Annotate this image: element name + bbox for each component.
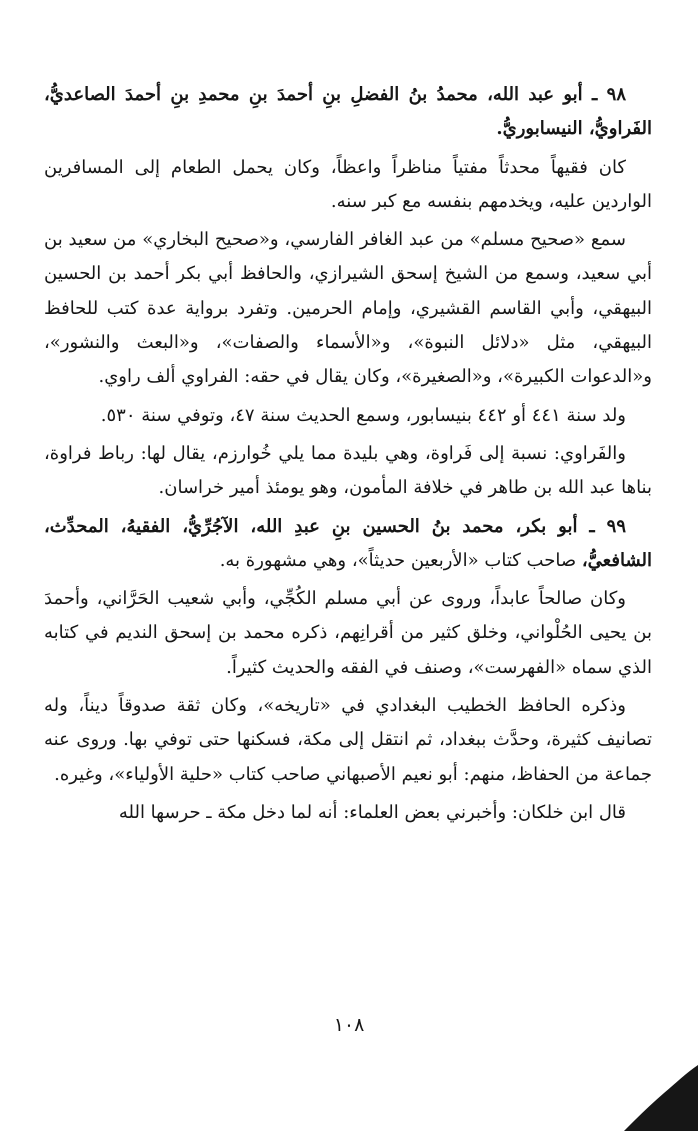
entry-98-title [44, 78, 652, 147]
page-corner-shadow [624, 1065, 698, 1131]
entry-heading: ٩٨ ـ أبو عبد الله، محمدُ بنُ الفضلِ بنِ أحمدَ بنِ محمدِ بنِ أحمدَ الصاعديُّ، الفَراويُّ، النيسابوريُّ. [44, 84, 652, 140]
entry-99-title: ٩٩ ـ أبو بكر، محمد بنُ الحسين بنِ عبدِ الله، الآجُرِّيُّ، الفقيهُ، المحدِّث، الشافعيُّ، صاحب كتاب «الأربعين حديثاً»، وهي مشهورة به. [44, 515, 652, 571]
paragraph: والفَراوي: نسبة إلى فَراوة، وهي بليدة مما يلي خُوارزم، يقال لها: رباط فراوة، بناها عبد الله بن طاهر في خلافة المأمون، وهو يومئذ أمير خراسان. [44, 442, 652, 499]
paragraph: وكان صالحاً عابداً، وروى عن أبي مسلم الكُجِّي، وأبي شعيب الحَرَّاني، وأحمدَ بن يحيى الحُلْواني، وخلق كثير من أقرانِهم، ذكره محمد بن إسحق النديم في كتابه الذي سماه «الفهرست»، وصنف في الفقه والحديث كثيراً. [44, 588, 652, 678]
paragraph: ولد سنة ٤٤١ أو ٤٤٢ بنيسابور، وسمع الحديث سنة ٤٧، وتوفي سنة ٥٣٠. [100, 404, 626, 426]
paragraph: وذكره الحافظ الخطيب البغدادي في «تاريخه»، وكان ثقة صدوقاً ديناً، وله تصانيف كثيرة، وحدَّث ببغداد، ثم انتقل إلى مكة، فسكنها حتى توفي بها. وروى عنه جماعة من الحفاظ، منهم: أبو نعيم الأصبهاني صاحب كتاب «حلية الأولياء»، وغيره. [44, 695, 652, 785]
paragraph: قال ابن خلكان: وأخبرني بعض العلماء: أنه لما دخل مكة ـ حرسها الله [118, 801, 626, 823]
page-body-text [44, 78, 652, 830]
paragraph: كان فقيهاً محدثاً مفتياً مناظراً واعظاً، وكان يحمل الطعام إلى المسافرين الواردين عليه، ويخدمهم بنفسه مع كبر سنه. [44, 156, 652, 212]
page-number: ١٠٨ [333, 1014, 365, 1036]
entry-heading: ٩٩ ـ أبو بكر، محمد بنُ الحسين بنِ عبدِ الله، الآجُرِّيُّ، الفقيهُ، المحدِّث، الشافعيُّ، [44, 515, 652, 571]
paragraph: سمع «صحيح مسلم» من عبد الغافر الفارسي، و«صحيح البخاري» من سعيد بن أبي سعيد، وسمع من الشيخ إسحق الشيرازي، والحافظ أبي بكر أحمد بن الحسين البيهقي، وأبي القاسم القشيري، وإمام الحرمين. وتفرد برواية عدة كتب للحافظ البيهقي، مثل «دلائل النبوة»، و«الأسماء والصفات»، و«البعث والنشور»، و«الدعوات الكبيرة»، و«الصغيرة»، وكان يقال في حقه: الفراوي ألف راوي. [44, 229, 652, 388]
